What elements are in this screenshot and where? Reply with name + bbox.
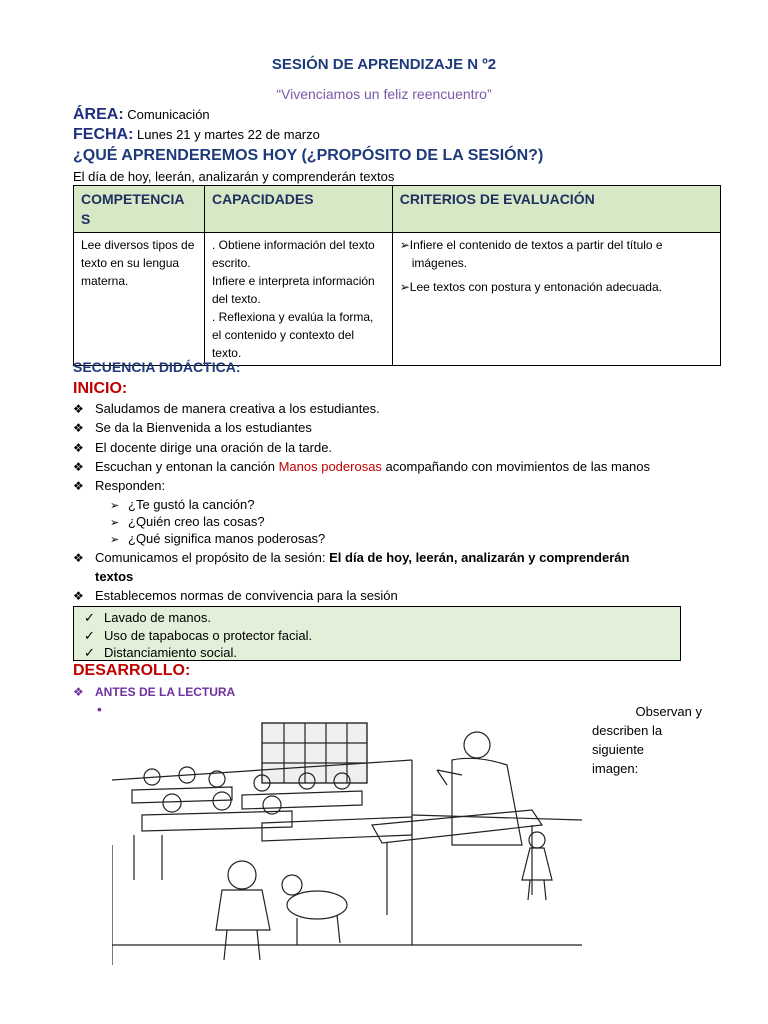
area-label: ÁREA <box>73 106 119 123</box>
cell-criterios: ➢Infiere el contenido de textos a partir del título e imágenes. ➢Lee textos con postura y entonación adecuada. <box>392 233 720 366</box>
cell-capacidades: . Obtiene información del texto escrito. Infiere e interpreta información del texto. . Reflexiona y evalúa la forma, el contenido y contexto del texto. <box>204 233 392 366</box>
observan-text: Observan y describen la siguiente imagen: <box>592 704 702 776</box>
fecha-value: Lunes 21 y martes 22 de marzo <box>133 127 320 142</box>
proposito-text: El día de hoy, leerán, analizarán y comprenderán textos <box>73 169 395 184</box>
list-item: ❖ Se da la Bienvenida a los estudiantes <box>73 420 312 435</box>
question-item: ➢ ¿Qué significa manos poderosas? <box>110 531 326 546</box>
question-item: ➢ ¿Te gustó la canción? <box>110 497 255 512</box>
diamond-bullet-icon: ❖ <box>73 460 84 474</box>
inicio-heading: INICIO: <box>73 380 128 397</box>
secuencia-heading: SECUENCIA DIDÁCTICA: <box>73 359 241 375</box>
check-icon: ✓ <box>84 610 95 625</box>
dot-bullet-icon: • <box>97 701 102 717</box>
list-item: ❖ El docente dirige una oración de la tarde. <box>73 440 333 455</box>
fecha-label: FECHA <box>73 126 129 143</box>
arrow-bullet-icon: ➢ <box>110 500 120 512</box>
header-capacidades: CAPACIDADES <box>204 186 392 233</box>
diamond-bullet-icon: ❖ <box>73 589 84 603</box>
diamond-bullet-icon: ❖ <box>73 402 84 416</box>
header-criterios: CRITERIOS DE EVALUACIÓN <box>392 186 720 233</box>
classroom-illustration <box>112 715 582 965</box>
norma-item: ✓ Distanciamiento social. <box>84 645 237 660</box>
list-item: ❖ Saludamos de manera creativa a los estudiantes. <box>73 401 380 416</box>
check-icon: ✓ <box>84 627 95 643</box>
list-item: ❖ Responden: <box>73 478 166 493</box>
list-item: ❖ Escuchan y entonan la canción Manos poderosas acompañando con movimientos de las manos <box>73 459 651 474</box>
desarrollo-heading: DESARROLLO: <box>73 662 191 679</box>
competencias-table <box>73 185 721 366</box>
check-icon: ✓ <box>84 645 95 660</box>
norma-item: ✓ Uso de tapabocas o protector facial. <box>84 627 313 643</box>
proposito-heading: ¿QUÉ APRENDEREMOS HOY (¿PROPÓSITO DE LA SESIÓN?) <box>73 147 544 164</box>
table-row <box>74 233 721 366</box>
list-item: ❖ Establecemos normas de convivencia para la sesión <box>73 588 398 603</box>
arrow-bullet-icon: ➢ <box>110 534 120 546</box>
diamond-bullet-icon: ❖ <box>73 685 84 699</box>
list-item-continuation: textos <box>95 569 134 584</box>
cell-competencia: Lee diversos tipos de texto en su lengua materna. <box>74 233 205 366</box>
normas-box <box>73 606 681 661</box>
norma-item: ✓ Lavado de manos. <box>84 610 211 625</box>
fecha-row: FECHA: Lunes 21 y martes 22 de marzo <box>73 126 320 143</box>
diamond-bullet-icon: ❖ <box>73 551 84 565</box>
header-competencias: COMPETENCIA S <box>74 186 205 233</box>
arrow-bullet-icon: ➢ <box>399 238 410 252</box>
area-row: ÁREA: Comunicación <box>73 106 210 123</box>
area-value: Comunicación <box>123 107 210 122</box>
arrow-bullet-icon: ➢ <box>110 517 120 529</box>
diamond-bullet-icon: ❖ <box>73 479 84 493</box>
diamond-bullet-icon: ❖ <box>73 441 84 455</box>
table-header-row <box>74 186 721 233</box>
list-item: ❖ Comunicamos el propósito de la sesión: El día de hoy, leerán, analizarán y comprenderán <box>73 550 630 565</box>
question-item: ➢ ¿Quién creo las cosas? <box>110 514 265 529</box>
page-subtitle: “Vivenciamos un feliz reencuentro” <box>276 86 492 102</box>
page-title: SESIÓN DE APRENDIZAJE N º2 <box>271 56 497 73</box>
diamond-bullet-icon: ❖ <box>73 421 84 435</box>
arrow-bullet-icon: ➢ <box>399 280 410 294</box>
antes-row: ❖ ANTES DE LA LECTURA <box>73 685 236 699</box>
